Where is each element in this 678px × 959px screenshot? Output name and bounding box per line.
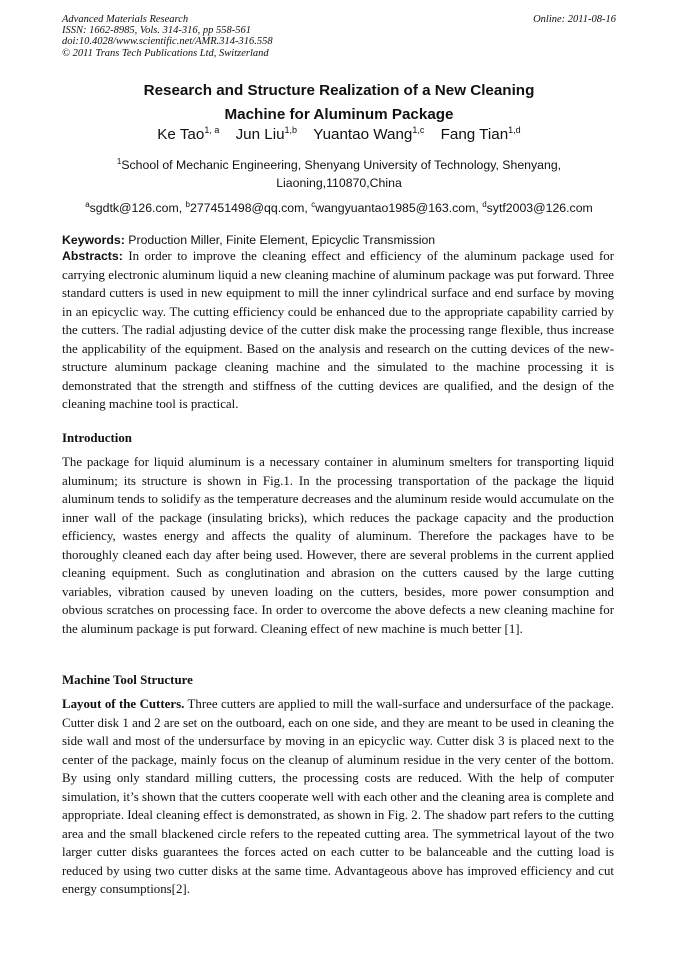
issn-line: ISSN: 1662-8985, Vols. 314-316, pp 558-561 [62, 25, 251, 37]
keywords-text: Production Miller, Finite Element, Epicyclic Transmission [128, 233, 436, 247]
email: $^d$sytf2003@126.com [482, 200, 593, 215]
abstract-label: Abstracts: [62, 249, 123, 263]
machine-tool-paragraph [62, 695, 614, 899]
keywords-label: Keywords: [62, 233, 125, 247]
author: Fang Tian$^{1,d}$ [440, 125, 521, 143]
paper-title [62, 79, 616, 127]
online-date: Online: 2011-08-16 [533, 14, 616, 25]
abstract-text: In order to improve the cleaning effect and efficiency of the aluminum package used for carrying electronic aluminum liquid a new cleaning machine of aluminum package was put forward. Three standard cutters is used in new equipment to mill the inner cylindrical surface and end surface by moving in an epicyclic way. The cutting efficiency could be enhanced due to the appropriate capability carried by the cutters. The radial adjusting device of the cutter disk make the processing range flexible, thus increase the applicability of the equipment. Based on the analysis and research on the cutting devices of the new-structure aluminum package cleaning machine and the simulated to the machine processing it is demonstrated that the strength and stiffness of the cutting devices are qualified, and the design of the cleaning machine tool is practical. [62, 249, 614, 411]
email: $^a$sgdtk@126.com, [85, 200, 183, 215]
machine-tool-heading: Machine Tool Structure [62, 673, 193, 687]
title-line-1: Research and Structure Realization of a New Cleaning [143, 82, 535, 99]
affiliation-line-2: Liaoning,110870,China [276, 176, 402, 190]
journal-header [62, 14, 273, 59]
email-list [62, 199, 616, 217]
keywords [62, 232, 614, 248]
email: $^c$wangyuantao1985@163.com, [311, 200, 479, 215]
title-line-2: Machine for Aluminum Package [224, 106, 454, 123]
introduction-text: The package for liquid aluminum is a necessary container in aluminum smelters for transporting liquid aluminum; its structure is shown in Fig.1. In the processing transportation of the package the liquid aluminum tends to solidify as the temperature decreases and the aluminum reside would accumulate on the inner wall of the package (insulating bricks), which reduces the package capacity and the production efficiency, wastes energy and affects the quality of aluminum. Therefore the packages have to be thoroughly cleaned each day after being used. However, there are several problems in the current applied cleaning equipment. Such as conglutination and abrasion on the cutters caused by the large cutting variables, vibration caused by uneven loading on the cutters, besides, more power consumption and obvious scratches on processing face. In order to overcome the above defects a new cleaning machine for the aluminum package is put forward. Cleaning effect of new machine is much better [1]. [62, 455, 614, 636]
author: Yuantao Wang$^{1,c}$ [313, 125, 425, 143]
copyright-line: © 2011 Trans Tech Publications Ltd, Switzerland [62, 47, 269, 59]
layout-subheading: Layout of the Cutters. [62, 697, 185, 711]
doi-line: doi:10.4028/www.scientific.net/AMR.314-316.558 [62, 36, 273, 48]
affiliation: $^1$School of Mechanic Engineering, Shenyang University of Technology, Shenyang, Liaoning,110870,China [62, 156, 616, 192]
layout-text: Three cutters are applied to mill the wall-surface and undersurface of the package. Cutter disk 1 and 2 are set on the outboard, each on one side, and they are meant to be used in cleaning the side wall and most of the undersurface by moving in an epicyclic way. Cutter disk 3 is placed next to the center of the package, mainly focus on the cleanup of aluminum residue in the very center of the bottom. By using only standard milling cutters, the processing costs are reduced. With the help of computer simulation, it’s shown that the cutters cooperate well with each other and the cleaning area is complete and appropriate. Ideal cleaning effect is demonstrated, as shown in Fig. 2. The shadow part refers to the cutting area and the small blackened circle refers to the repeated cutting area. The symmetrical layout of the two larger cutter disks guarantees the forces acted on each cutter to be balanceable and the cutting load is reduced by using two cutter disks at the same time. Advantageous above has improved efficiency and cut energy consumptions[2]. [62, 697, 614, 896]
introduction-heading: Introduction [62, 431, 132, 445]
author-list [62, 125, 616, 145]
affiliation-line-1: School of Mechanic Engineering, Shenyang University of Technology, Shenyang, [121, 158, 562, 172]
author: Ke Tao$^{1, a}$ [157, 125, 220, 143]
journal-name: Advanced Materials Research [62, 14, 189, 25]
author: Jun Liu$^{1,b}$ [235, 125, 298, 143]
email: $^b$277451498@qq.com, [185, 200, 308, 215]
abstract [62, 247, 614, 414]
